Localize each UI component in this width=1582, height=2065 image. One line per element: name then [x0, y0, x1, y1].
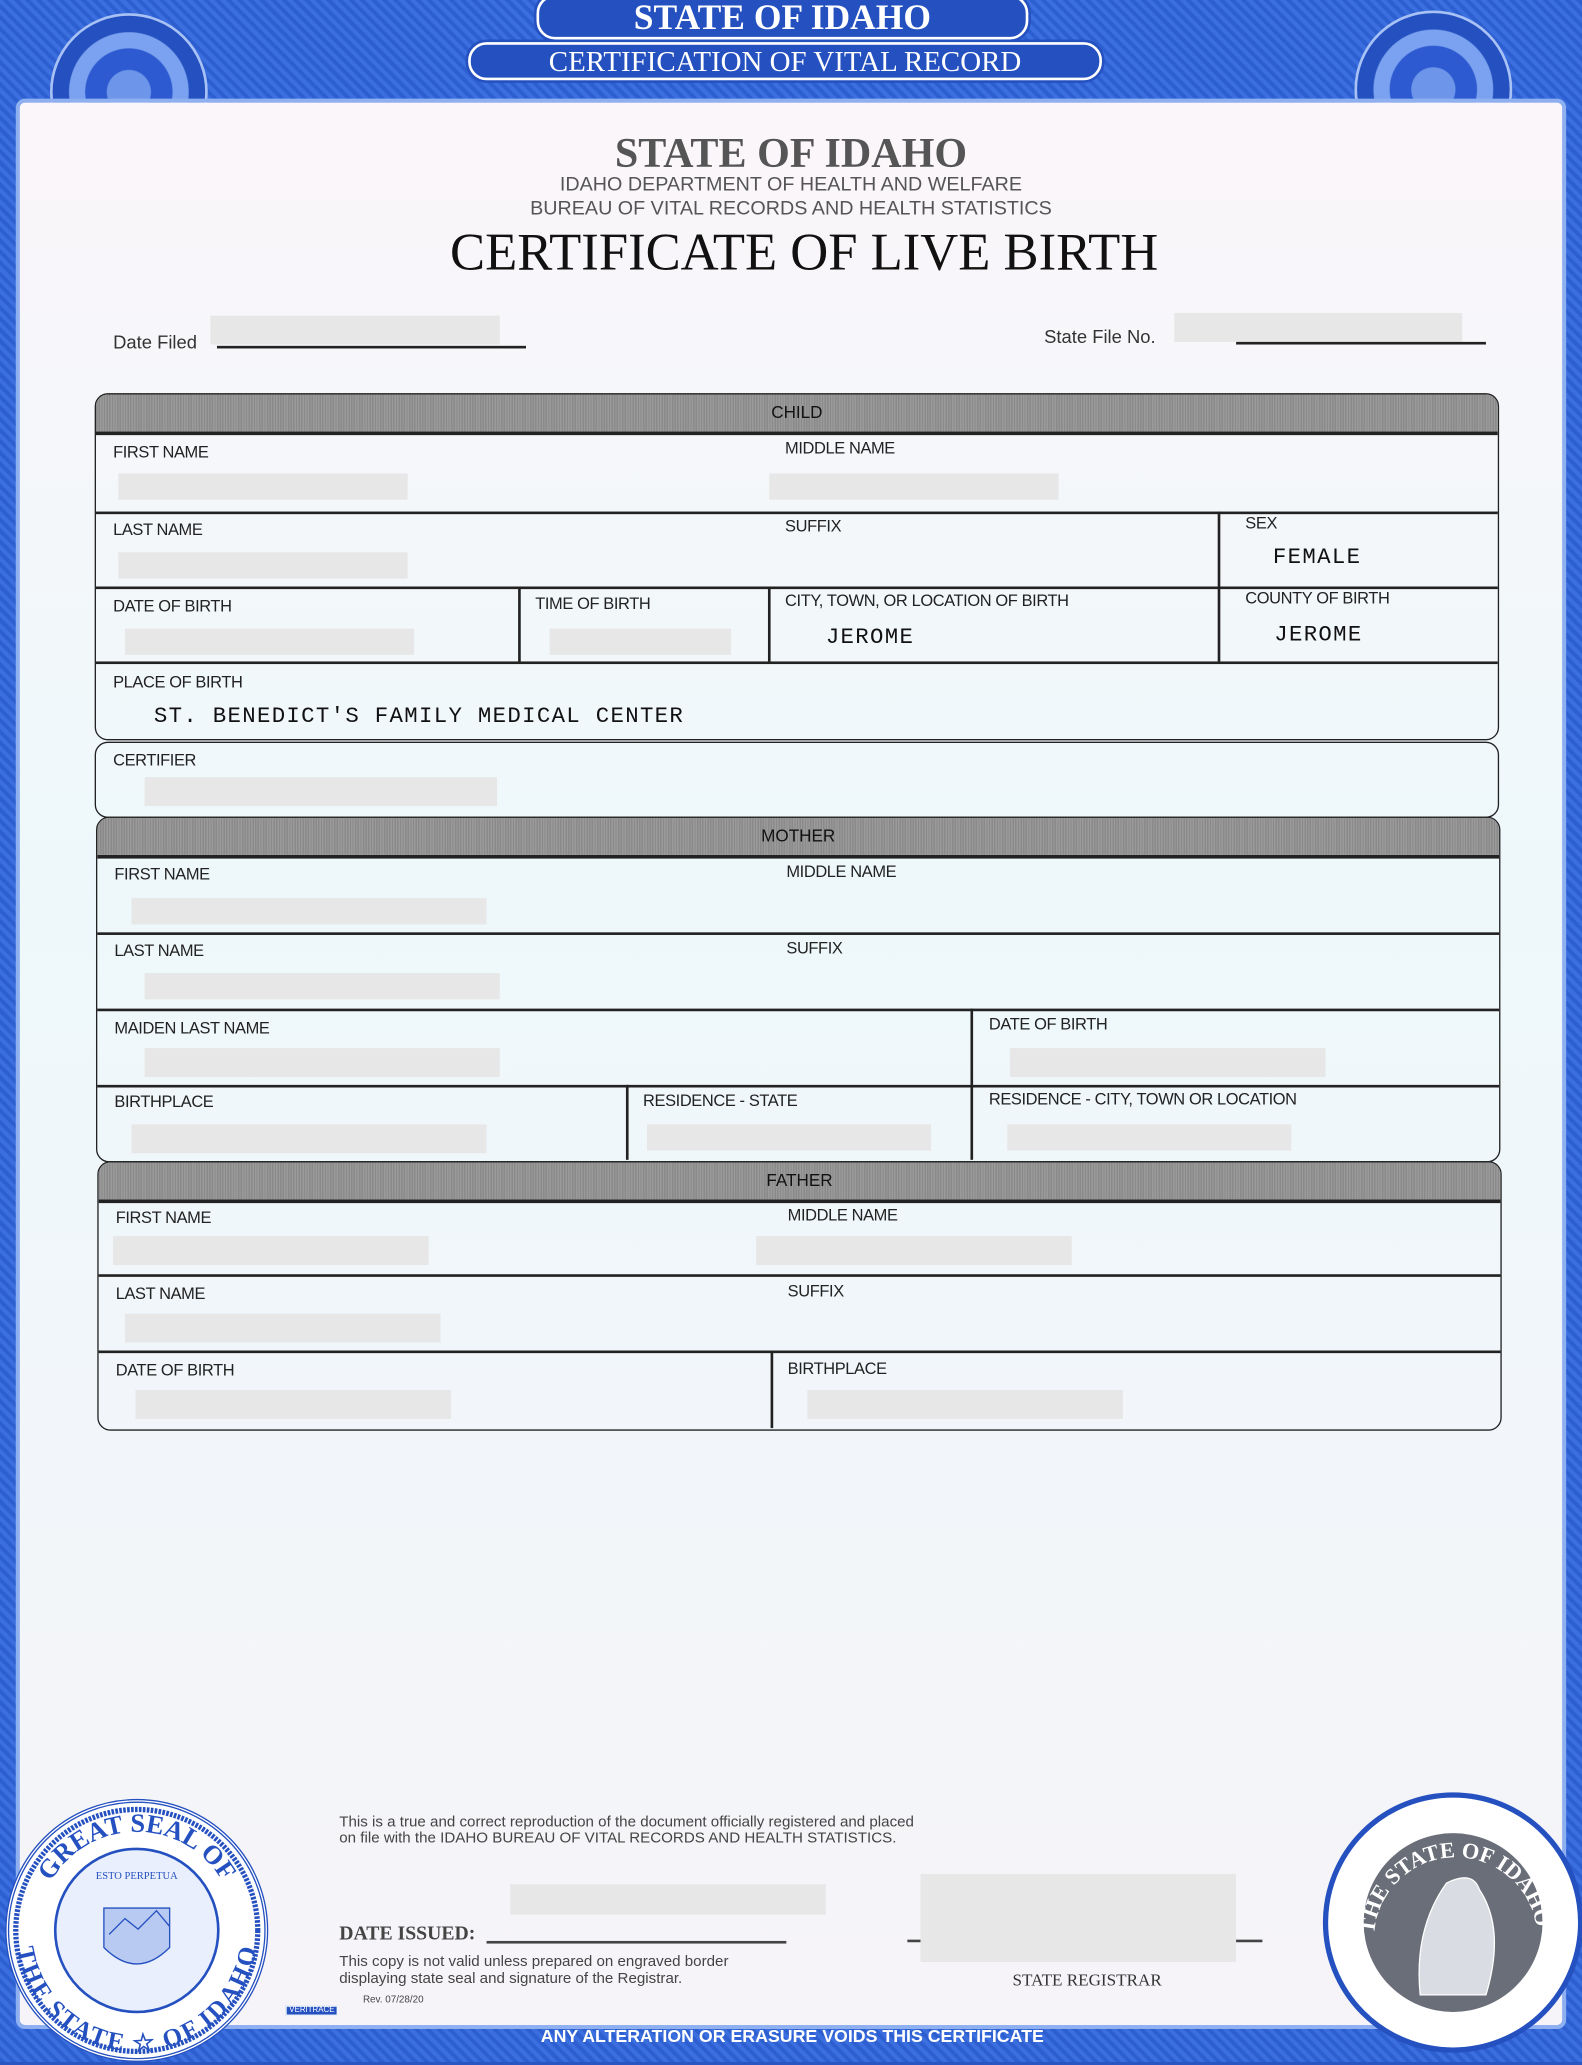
alteration-warning: ANY ALTERATION OR ERASURE VOIDS THIS CERTIFICATE — [540, 2026, 1044, 2047]
child-county-value: JEROME — [1274, 623, 1363, 649]
great-seal-bottom-text: THE STATE ☆ OF IDAHO — [11, 1943, 263, 2058]
certifier-label: CERTIFIER — [113, 750, 197, 770]
mother-dob-label: DATE OF BIRTH — [988, 1015, 1108, 1034]
true-copy-line-2: on file with the IDAHO BUREAU OF VITAL RECORDS AND HEALTH STATISTICS. — [339, 1830, 897, 1847]
mother-res-state-redacted — [647, 1124, 931, 1150]
child-place-label: PLACE OF BIRTH — [113, 673, 243, 692]
father-first-name-redacted — [113, 1236, 429, 1265]
child-middle-name-label: MIDDLE NAME — [785, 439, 895, 458]
mother-last-name-label: LAST NAME — [114, 941, 204, 960]
child-header: CHILD — [96, 395, 1498, 436]
state-seal-text: THE STATE OF IDAHO — [1354, 1837, 1557, 1935]
mother-middle-name-label: MIDDLE NAME — [786, 862, 897, 882]
father-last-name-redacted — [125, 1314, 441, 1343]
mother-birthplace-redacted — [132, 1124, 487, 1153]
date-filed-line — [217, 346, 526, 348]
mother-first-name-label: FIRST NAME — [114, 865, 210, 884]
child-city-value: JEROME — [825, 625, 915, 651]
state-heading: STATE OF IDAHO — [614, 128, 968, 177]
mother-birthplace-label: BIRTHPLACE — [114, 1092, 214, 1112]
banner-subtitle: CERTIFICATION OF VITAL RECORD — [468, 42, 1102, 80]
state-file-no-redacted — [1174, 313, 1462, 342]
veritrace-mark: VERITRACE — [285, 2005, 338, 2016]
father-birthplace-label: BIRTHPLACE — [787, 1359, 887, 1379]
state-registrar-label: STATE REGISTRAR — [1012, 1969, 1162, 1990]
mother-dob-redacted — [1010, 1048, 1326, 1077]
father-dob-label: DATE OF BIRTH — [115, 1361, 235, 1380]
great-seal-top-text: GREAT SEAL OF — [31, 1808, 242, 1886]
child-first-name-label: FIRST NAME — [113, 443, 209, 462]
bureau-heading: BUREAU OF VITAL RECORDS AND HEALTH STATISTICS — [530, 197, 1052, 220]
father-first-name-label: FIRST NAME — [115, 1208, 212, 1227]
state-seal-hologram — [1323, 1792, 1582, 2052]
father-suffix-label: SUFFIX — [787, 1282, 844, 1301]
certifier-redacted — [145, 777, 497, 806]
mother-last-name-redacted — [145, 973, 500, 999]
state-file-no-label: State File No. — [1044, 326, 1156, 348]
mother-maiden-redacted — [145, 1048, 500, 1077]
department-heading: IDAHO DEPARTMENT OF HEALTH AND WELFARE — [559, 173, 1023, 196]
child-middle-name-redacted — [769, 473, 1058, 499]
mother-res-state-label: RESIDENCE - STATE — [643, 1091, 798, 1110]
father-dob-redacted — [135, 1390, 451, 1419]
child-last-name-redacted — [118, 552, 407, 578]
child-time-label: TIME OF BIRTH — [535, 594, 651, 613]
mother-suffix-label: SUFFIX — [786, 938, 843, 958]
date-filed-redacted — [210, 316, 499, 345]
mother-res-city-redacted — [1007, 1124, 1291, 1150]
mother-maiden-label: MAIDEN LAST NAME — [114, 1019, 270, 1038]
child-dob-redacted — [125, 629, 414, 655]
great-seal-of-idaho — [5, 1799, 268, 2062]
father-header: FATHER — [99, 1162, 1501, 1203]
state-file-no-line — [1236, 342, 1486, 344]
child-dob-label: DATE OF BIRTH — [113, 597, 232, 616]
child-sex-label: SEX — [1245, 514, 1278, 533]
certificate-title: CERTIFICATE OF LIVE BIRTH — [450, 222, 1159, 282]
seal-motto: ESTO PERPETUA — [95, 1871, 178, 1883]
father-last-name-label: LAST NAME — [115, 1284, 206, 1304]
child-first-name-redacted — [118, 473, 407, 499]
mother-header: MOTHER — [97, 818, 1499, 859]
child-last-name-label: LAST NAME — [113, 520, 203, 540]
child-place-value: ST. BENEDICT'S FAMILY MEDICAL CENTER — [153, 704, 685, 730]
validity-line-1: This copy is not valid unless prepared on engraved border — [339, 1954, 729, 1970]
registrar-signature-redacted — [921, 1874, 1237, 1962]
father-birthplace-redacted — [807, 1390, 1123, 1419]
true-copy-line-1: This is a true and correct reproduction of the document officially registered and placed — [339, 1814, 914, 1831]
banner-title: STATE OF IDAHO — [537, 0, 1029, 39]
revision-date: Rev. 07/28/20 — [362, 1993, 424, 2006]
child-sex-value: FEMALE — [1272, 545, 1362, 571]
validity-line-2: displaying state seal and signature of the Registrar. — [339, 1971, 683, 1987]
date-issued-redacted — [510, 1884, 826, 1914]
father-middle-name-redacted — [756, 1236, 1072, 1265]
date-issued-label: DATE ISSUED: — [339, 1923, 476, 1945]
child-county-label: COUNTY OF BIRTH — [1245, 589, 1390, 608]
child-suffix-label: SUFFIX — [785, 516, 842, 536]
father-middle-name-label: MIDDLE NAME — [787, 1205, 898, 1225]
child-city-label: CITY, TOWN, OR LOCATION OF BIRTH — [785, 591, 1069, 611]
date-filed-label: Date Filed — [113, 331, 198, 353]
mother-res-city-label: RESIDENCE - CITY, TOWN OR LOCATION — [988, 1090, 1297, 1109]
child-time-redacted — [550, 629, 731, 655]
mother-first-name-redacted — [132, 898, 487, 924]
